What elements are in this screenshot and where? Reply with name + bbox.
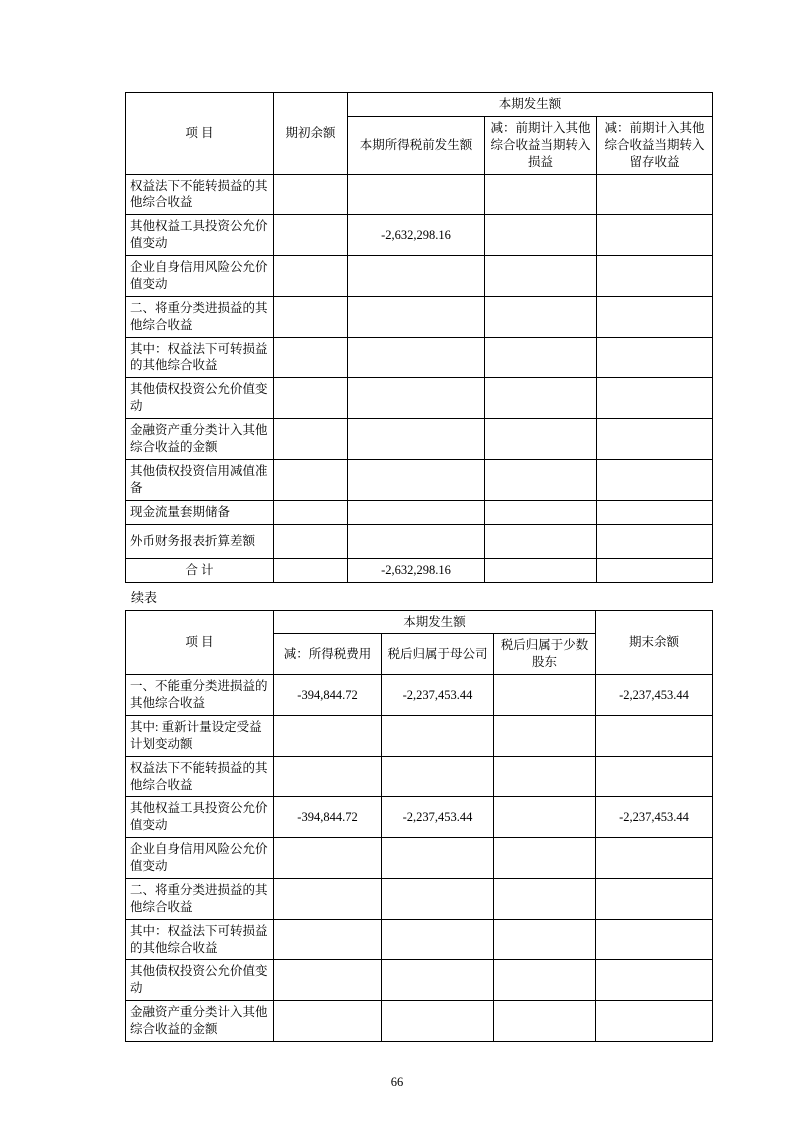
table-row	[126, 419, 713, 460]
cell-pretax	[348, 296, 485, 337]
cell-opening	[274, 378, 348, 419]
table-row	[126, 215, 713, 256]
cell-pretax	[348, 419, 485, 460]
cell-to-retained	[597, 524, 713, 558]
cell-closing	[596, 756, 713, 797]
table-row	[126, 296, 713, 337]
header-income-tax-expense: 减：所得税费用	[274, 634, 382, 675]
cell-pretax	[348, 459, 485, 500]
cell-parent	[382, 960, 494, 1001]
row-item-label: 金融资产重分类计入其他综合收益的金额	[126, 419, 274, 460]
table-row	[126, 715, 713, 756]
table-header-row-1	[126, 93, 713, 117]
cell-parent	[382, 715, 494, 756]
cell-opening	[274, 419, 348, 460]
row-item-label: 其中：权益法下可转损益的其他综合收益	[126, 337, 274, 378]
cell-minority	[494, 756, 596, 797]
cell-opening	[274, 337, 348, 378]
cell-tax	[274, 756, 382, 797]
cell-to-profit	[485, 419, 597, 460]
cell-pretax	[348, 378, 485, 419]
cell-parent	[382, 878, 494, 919]
cell-tax: -394,844.72	[274, 797, 382, 838]
cell-parent	[382, 919, 494, 960]
table-row	[126, 524, 713, 558]
cell-minority	[494, 1001, 596, 1042]
cell-to-retained	[597, 174, 713, 215]
header-attributable-parent: 税后归属于母公司	[382, 634, 494, 675]
header-pretax-amount: 本期所得税前发生额	[348, 116, 485, 174]
cell-minority	[494, 715, 596, 756]
header-item: 项 目	[126, 93, 274, 175]
cell-closing: -2,237,453.44	[596, 675, 713, 716]
cell-to-profit	[485, 459, 597, 500]
cell-minority	[494, 919, 596, 960]
cell-closing	[596, 878, 713, 919]
cell-closing	[596, 1001, 713, 1042]
cell-parent	[382, 838, 494, 879]
continued-table-label: 续表	[131, 589, 158, 605]
cell-minority	[494, 838, 596, 879]
cell-tax	[274, 878, 382, 919]
row-item-label: 其他债权投资公允价值变动	[126, 960, 274, 1001]
row-item-label: 现金流量套期储备	[126, 500, 274, 524]
cell-to-profit	[485, 524, 597, 558]
cell-parent	[382, 756, 494, 797]
cell-pretax	[348, 500, 485, 524]
header-item: 项 目	[126, 610, 274, 675]
table-row	[126, 919, 713, 960]
table-row	[126, 960, 713, 1001]
cell-to-profit	[485, 215, 597, 256]
cell-minority	[494, 797, 596, 838]
header-current-period-group: 本期发生额	[348, 93, 713, 117]
row-total-label: 合 计	[126, 558, 274, 582]
cell-to-retained	[597, 419, 713, 460]
cell-to-profit	[485, 256, 597, 297]
cell-parent	[382, 1001, 494, 1042]
table-row	[126, 174, 713, 215]
cell-opening	[274, 558, 348, 582]
cell-closing	[596, 715, 713, 756]
oci-table-part2	[125, 610, 713, 1042]
cell-closing	[596, 838, 713, 879]
row-item-label: 企业自身信用风险公允价值变动	[126, 838, 274, 879]
header-opening-balance: 期初余额	[274, 93, 348, 175]
oci-table-part1	[125, 92, 713, 583]
row-item-label: 其中: 重新计量设定受益计划变动额	[126, 715, 274, 756]
header-closing-balance: 期末余额	[596, 610, 713, 675]
row-item-label: 权益法下不能转损益的其他综合收益	[126, 174, 274, 215]
header-current-period-group: 本期发生额	[274, 610, 596, 634]
cell-pretax	[348, 256, 485, 297]
cell-tax	[274, 960, 382, 1001]
cell-pretax: -2,632,298.16	[348, 215, 485, 256]
cell-to-retained	[597, 337, 713, 378]
row-item-label: 权益法下不能转损益的其他综合收益	[126, 756, 274, 797]
cell-parent: -2,237,453.44	[382, 675, 494, 716]
table-row	[126, 675, 713, 716]
row-item-label: 一、不能重分类进损益的其他综合收益	[126, 675, 274, 716]
row-item-label: 其中：权益法下可转损益的其他综合收益	[126, 919, 274, 960]
table-row	[126, 378, 713, 419]
cell-pretax	[348, 174, 485, 215]
cell-to-profit	[485, 174, 597, 215]
cell-tax	[274, 919, 382, 960]
row-item-label: 其他债权投资信用减值准备	[126, 459, 274, 500]
row-item-label: 外币财务报表折算差额	[126, 524, 274, 558]
cell-minority	[494, 878, 596, 919]
row-item-label: 二、将重分类进损益的其他综合收益	[126, 878, 274, 919]
cell-closing: -2,237,453.44	[596, 797, 713, 838]
row-item-label: 企业自身信用风险公允价值变动	[126, 256, 274, 297]
cell-to-profit	[485, 337, 597, 378]
table-row	[126, 256, 713, 297]
cell-minority	[494, 675, 596, 716]
table-row	[126, 459, 713, 500]
table-row	[126, 878, 713, 919]
table-row	[126, 756, 713, 797]
cell-to-profit	[485, 500, 597, 524]
header-transfer-to-profit: 减：前期计入其他综合收益当期转入损益	[485, 116, 597, 174]
cell-to-retained	[597, 459, 713, 500]
cell-pretax: -2,632,298.16	[348, 558, 485, 582]
cell-opening	[274, 296, 348, 337]
cell-to-profit	[485, 558, 597, 582]
cell-to-retained	[597, 256, 713, 297]
row-item-label: 其他债权投资公允价值变动	[126, 378, 274, 419]
table-row	[126, 500, 713, 524]
cell-tax	[274, 838, 382, 879]
header-transfer-to-retained: 减：前期计入其他综合收益当期转入留存收益	[597, 116, 713, 174]
cell-closing	[596, 960, 713, 1001]
cell-to-profit	[485, 296, 597, 337]
cell-pretax	[348, 524, 485, 558]
cell-parent: -2,237,453.44	[382, 797, 494, 838]
header-attributable-minority: 税后归属于少数股东	[494, 634, 596, 675]
cell-to-retained	[597, 296, 713, 337]
table-total-row	[126, 558, 713, 582]
table-row	[126, 337, 713, 378]
cell-to-profit	[485, 378, 597, 419]
table2-header-row-1	[126, 610, 713, 634]
cell-closing	[596, 919, 713, 960]
cell-to-retained	[597, 500, 713, 524]
cell-opening	[274, 215, 348, 256]
cell-tax	[274, 1001, 382, 1042]
table-row	[126, 838, 713, 879]
cell-to-retained	[597, 378, 713, 419]
cell-opening	[274, 256, 348, 297]
cell-opening	[274, 500, 348, 524]
cell-to-retained	[597, 215, 713, 256]
table-row	[126, 797, 713, 838]
cell-minority	[494, 960, 596, 1001]
cell-tax: -394,844.72	[274, 675, 382, 716]
page-number: 66	[390, 1075, 404, 1089]
row-item-label: 其他权益工具投资公允价值变动	[126, 215, 274, 256]
cell-opening	[274, 459, 348, 500]
cell-to-retained	[597, 558, 713, 582]
cell-tax	[274, 715, 382, 756]
row-item-label: 二、将重分类进损益的其他综合收益	[126, 296, 274, 337]
table-row	[126, 1001, 713, 1042]
row-item-label: 金融资产重分类计入其他综合收益的金额	[126, 1001, 274, 1042]
row-item-label: 其他权益工具投资公允价值变动	[126, 797, 274, 838]
cell-opening	[274, 524, 348, 558]
cell-pretax	[348, 337, 485, 378]
cell-opening	[274, 174, 348, 215]
